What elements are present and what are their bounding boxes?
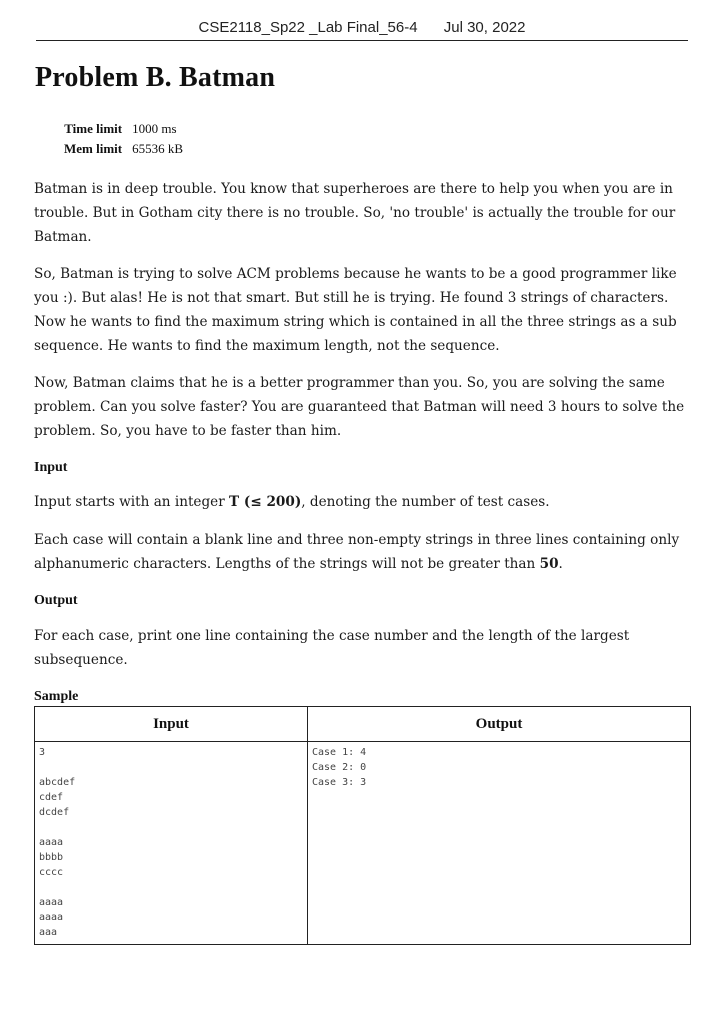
sample-input-header: Input [35, 707, 308, 742]
input-heading: Input [34, 460, 68, 475]
input-p1-bold: T (≤ 200) [229, 494, 302, 510]
sample-output-cell [308, 742, 691, 945]
header-date: Jul 30, 2022 [443, 19, 526, 36]
mem-limit-label: Mem limit [64, 141, 123, 156]
input-paragraph-1 [34, 490, 688, 514]
sample-input-cell [35, 742, 308, 945]
input-p1-after: , denoting the number of test cases. [301, 494, 550, 510]
input-p1-before: Input starts with an integer [34, 494, 230, 510]
sample-input-text[interactable]: 3 abcdef cdef dcdef aaaa bbbb cccc aaaa aaaa aaa [39, 747, 76, 938]
time-limit-label: Time limit [64, 121, 123, 136]
mem-limit-row [64, 140, 193, 160]
sample-body-row [35, 742, 691, 945]
input-p2-after: . [558, 556, 563, 572]
page-header [36, 18, 688, 41]
sample-output-text[interactable]: Case 1: 4 Case 2: 0 Case 3: 3 [312, 747, 367, 788]
sample-table [34, 706, 691, 945]
statement-paragraph-2: So, Batman is trying to solve ACM problems because he wants to be a good programmer like you :). But alas! He is not that smart. But still he is trying. He found 3 strings of characters. Now he wants to find the maximum string which is contained in all the three strings as a sub sequence. He wants to find the maximum length, not the sequence. [34, 266, 677, 354]
time-limit-row [64, 120, 193, 140]
time-limit-value: 1000 ms [132, 121, 177, 136]
input-p2-bold: 50 [539, 556, 559, 572]
input-p2-before: Each case will contain a blank line and three non-empty strings in three lines containing only alphanumeric characters. Lengths of the strings will not be greater than [34, 532, 680, 572]
sample-header-row [35, 707, 691, 742]
problem-title: Problem B. Batman [35, 62, 276, 93]
statement-paragraph-1: Batman is in deep trouble. You know that superheroes are there to help you when you are in trouble. But in Gotham city there is no trouble. So, 'no trouble' is actually the trouble for our Batman. [34, 181, 676, 245]
limits-table [64, 120, 193, 160]
contest-name: CSE2118_Sp22 _Lab Final_56-4 [198, 19, 418, 36]
mem-limit-value: 65536 kB [132, 141, 184, 156]
sample-heading: Sample [34, 689, 79, 704]
statement-paragraph-3: Now, Batman claims that he is a better programmer than you. So, you are solving the same problem. Can you solve faster? You are guaranteed that Batman will need 3 hours to solve the problem. So, you have to be faster than him. [34, 375, 685, 439]
sample-output-header: Output [308, 707, 691, 742]
output-paragraph-1: For each case, print one line containing the case number and the length of the largest subsequence. [34, 628, 630, 668]
input-paragraph-2 [34, 528, 688, 576]
output-heading: Output [34, 593, 78, 608]
